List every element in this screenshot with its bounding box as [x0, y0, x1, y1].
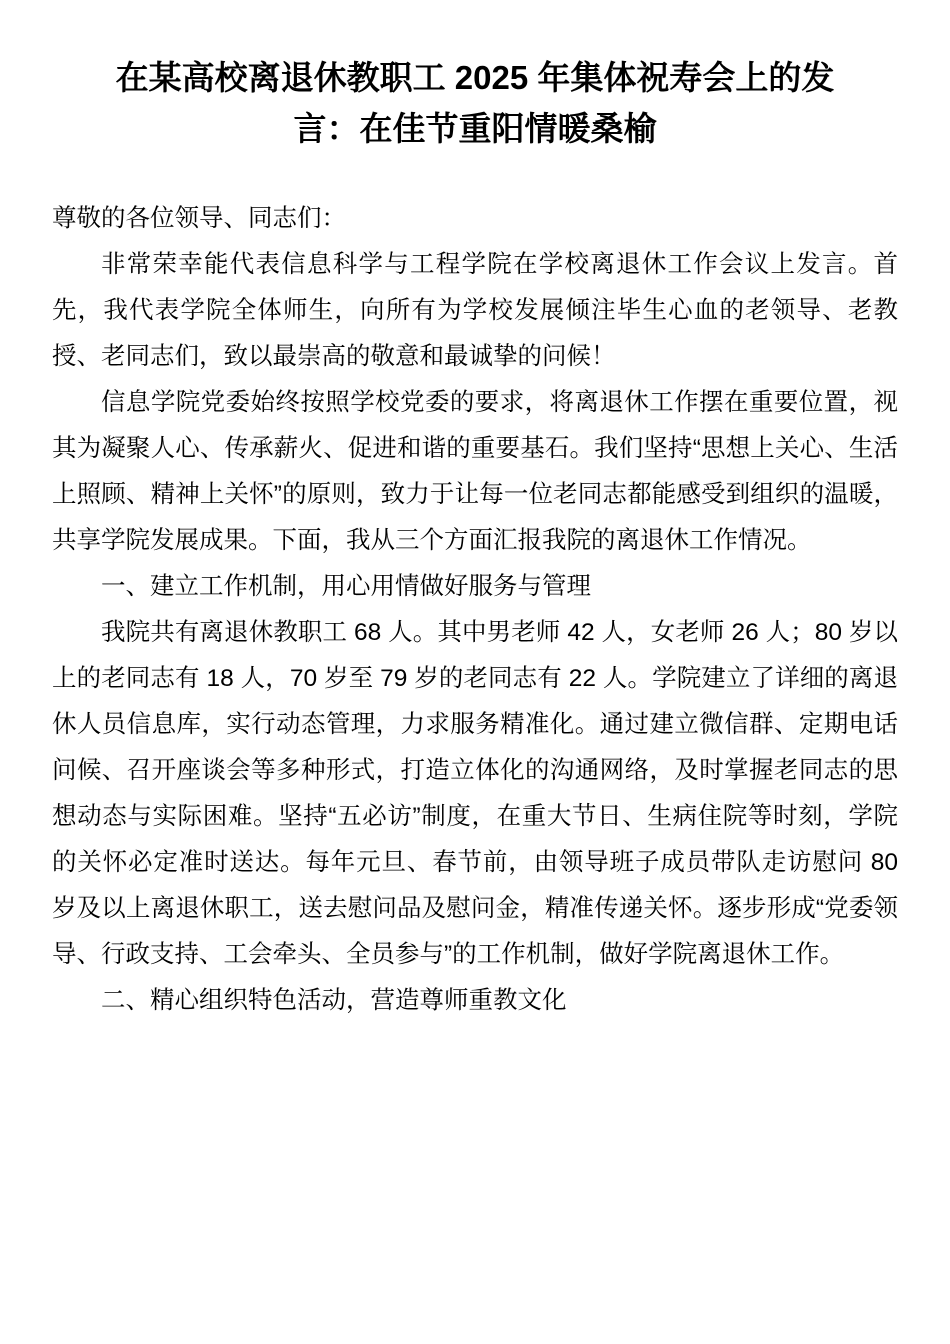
document-body: [52, 196, 898, 1024]
section-one-body: 我院共有离退休教职工 68 人。其中男老师 42 人，女老师 26 人；80 岁以上的老同志有 18 人，70 岁至 79 岁的老同志有 22 人。学院建立了详细的离退休人员信息库，实行动态管理，力求服务精准化。通过建立微信群、定期电话问候、召开座谈会等多种形式，打造立体化的沟通网络，及时掌握老同志的思想动态与实际困难。坚持“五必访”制度，在重大节日、生病住院等时刻，学院的关怀必定准时送达。每年元旦、春节前，由领导班子成员带队走访慰问 80 岁及以上离退休职工，送去慰问品及慰问金，精准传递关怀。逐步形成“党委领导、行政支持、工会牵头、全员参与”的工作机制，做好学院离退休工作。: [52, 619, 898, 968]
paragraph-intro: 非常荣幸能代表信息科学与工程学院在学校离退休工作会议上发言。首先，我代表学院全体师生，向所有为学校发展倾注毕生心血的老领导、老教授、老同志们，致以最崇高的敬意和最诚挚的问候！: [52, 251, 898, 370]
paragraph-overview: 信息学院党委始终按照学校党委的要求，将离退休工作摆在重要位置，视其为凝聚人心、传承薪火、促进和谐的重要基石。我们坚持“思想上关心、生活上照顾、精神上关怀”的原则，致力于让每一位老同志都能感受到组织的温暖，共享学院发展成果。下面，我从三个方面汇报我院的离退休工作情况。: [52, 389, 898, 554]
document-content: [52, 0, 898, 1024]
section-heading-one: 一、建立工作机制，用心用情做好服务与管理: [101, 573, 591, 600]
page-title: [52, 0, 898, 154]
salutation-line: 尊敬的各位领导、同志们：: [52, 205, 346, 232]
page-title-line-1: 在某高校离退休教职工 2025 年集体祝寿会上的发: [115, 59, 835, 96]
page-title-line-2: 言：在佳节重阳情暖桑榆: [293, 110, 657, 147]
section-heading-two: 二、精心组织特色活动，营造尊师重教文化: [101, 987, 567, 1014]
